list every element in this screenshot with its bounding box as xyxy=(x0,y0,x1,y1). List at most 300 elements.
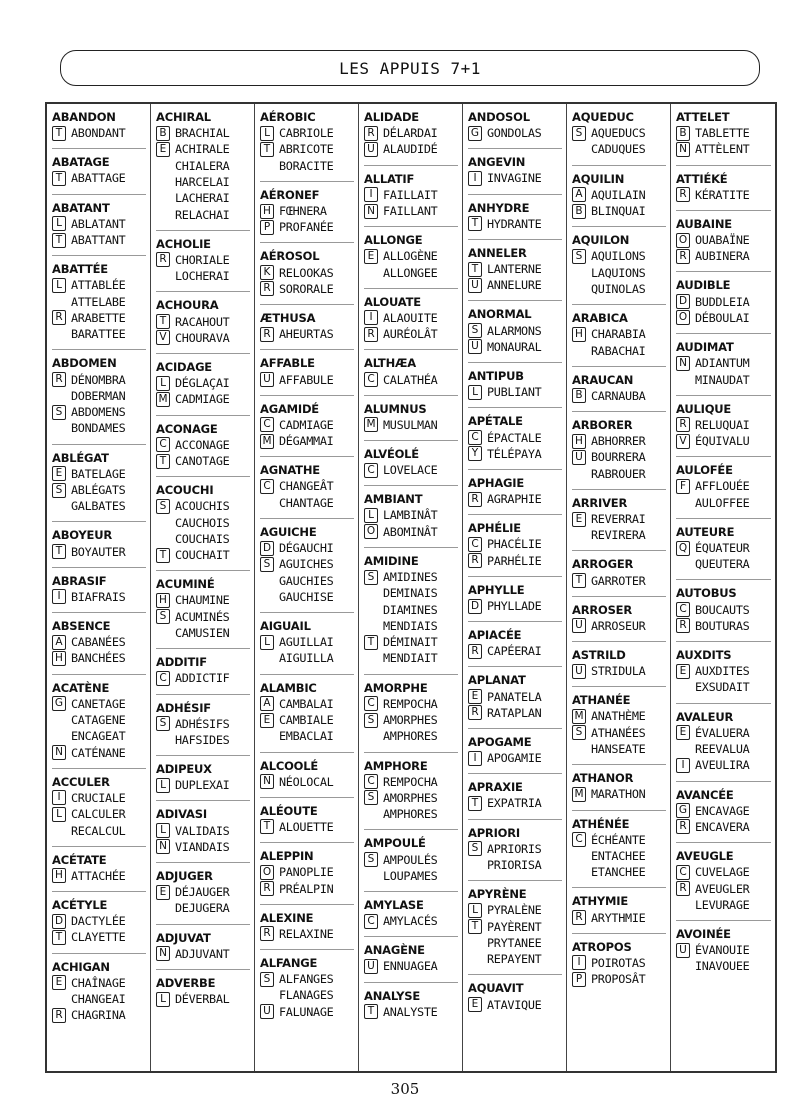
entry xyxy=(52,960,146,1031)
entry xyxy=(468,369,562,408)
entry xyxy=(572,771,666,810)
entry xyxy=(364,402,458,441)
anagram-line xyxy=(260,203,354,219)
anagram-line xyxy=(676,880,771,896)
letter-key: L xyxy=(156,992,170,1007)
entry xyxy=(260,619,354,675)
anagram-line xyxy=(156,625,250,641)
anagram-word: PRIORISA xyxy=(487,858,542,873)
anagram-line xyxy=(52,277,146,293)
letter-key: U xyxy=(260,372,274,387)
anagram-word: AGUICHES xyxy=(279,557,334,572)
anagram-word: DÉJAUGER xyxy=(175,885,230,900)
anagram-word: CALCULER xyxy=(71,807,126,822)
anagram-word: ATAVIQUE xyxy=(487,997,542,1012)
headword: ALLATIF xyxy=(364,171,415,186)
headword: ATTELET xyxy=(676,110,730,124)
anagram-line xyxy=(676,618,771,634)
headword: ANTIPUB xyxy=(468,369,524,384)
letter-key: R xyxy=(52,310,66,325)
letter-key: D xyxy=(52,914,66,929)
letter-key: T xyxy=(52,126,66,141)
anagram-line xyxy=(260,556,354,572)
anagram-word: APOGAMIE xyxy=(487,751,542,766)
letter-key: T xyxy=(52,544,66,559)
letter-key: C xyxy=(156,671,170,686)
anagram-word: SORORALE xyxy=(279,281,334,296)
anagram-word: DACTYLÉE xyxy=(71,914,126,929)
anagram-line xyxy=(364,462,458,478)
letter-key: B xyxy=(156,126,170,141)
entry xyxy=(468,981,562,1019)
anagram-word: ÉPACTALE xyxy=(487,430,542,445)
anagram-line xyxy=(156,498,250,514)
anagram-line xyxy=(260,433,354,449)
anagram-word: ACHIRALE xyxy=(175,142,230,157)
anagram-word: ABRICOTE xyxy=(279,142,334,157)
anagram-word: BRACHIAL xyxy=(175,126,230,141)
letter-key: L xyxy=(468,385,482,400)
anagram-word: ABDOMENS xyxy=(71,405,126,420)
entry xyxy=(260,249,354,305)
anagram-line xyxy=(572,125,666,141)
anagram-line xyxy=(572,527,666,543)
entry xyxy=(468,521,562,577)
entry xyxy=(468,476,562,515)
anagram-word: BORACITE xyxy=(279,158,334,173)
anagram-line xyxy=(364,310,458,326)
entry xyxy=(676,586,771,642)
entry xyxy=(156,298,250,354)
entry xyxy=(572,894,666,933)
anagram-word: CHARABIA xyxy=(591,327,646,342)
entry xyxy=(364,356,458,395)
letter-key: H xyxy=(52,868,66,883)
anagram-word: QUINOLAS xyxy=(591,281,646,296)
anagram-word: ABATTANT xyxy=(71,233,126,248)
anagram-line xyxy=(260,712,354,728)
anagram-line xyxy=(364,618,458,634)
letter-key: U xyxy=(260,1004,274,1019)
headword: ARBORER xyxy=(572,417,633,432)
anagram-line xyxy=(676,897,771,913)
entry xyxy=(260,525,354,613)
entry xyxy=(260,911,354,950)
headword: ADIVASI xyxy=(156,807,207,822)
letter-key: L xyxy=(156,778,170,793)
headword: ANGEVIN xyxy=(468,155,526,170)
letter-key: P xyxy=(260,220,274,235)
headword: AMYLASE xyxy=(364,898,424,913)
entry xyxy=(364,233,458,289)
letter-key: C xyxy=(260,479,274,494)
entry xyxy=(572,648,666,687)
letter-key: I xyxy=(572,955,586,970)
anagram-line xyxy=(364,585,458,601)
anagram-word: CADUQUES xyxy=(591,142,646,157)
anagram-line xyxy=(260,987,354,1003)
anagram-line xyxy=(156,391,250,407)
anagram-word: ALLONGEE xyxy=(383,265,438,280)
entry xyxy=(260,463,354,519)
headword: ACUMINÉ xyxy=(156,577,215,592)
anagram-line xyxy=(52,1007,146,1023)
headword: AMORPHE xyxy=(364,680,428,695)
entry xyxy=(468,307,562,363)
anagram-word: AMPOULÉS xyxy=(383,852,438,867)
headword: ALFANGE xyxy=(260,956,318,971)
anagram-word: REMPOCHA xyxy=(383,774,438,789)
headword: AQUILIN xyxy=(572,171,625,186)
anagram-line xyxy=(52,232,146,248)
anagram-line xyxy=(260,495,354,511)
anagram-line xyxy=(156,732,250,748)
letter-key: L xyxy=(52,216,66,231)
anagram-line xyxy=(572,955,666,971)
entry xyxy=(52,574,146,613)
headword: ABANDON xyxy=(52,110,116,124)
anagram-line xyxy=(260,264,354,280)
letter-key: L xyxy=(156,823,170,838)
letter-key: S xyxy=(572,249,586,264)
headword: ACOUCHI xyxy=(156,483,214,498)
headword: APHYLLE xyxy=(468,582,525,597)
headword: APHÉLIE xyxy=(468,521,521,536)
anagram-word: LANTERNE xyxy=(487,262,542,277)
letter-key: E xyxy=(52,466,66,481)
anagram-line xyxy=(260,864,354,880)
entry xyxy=(52,451,146,523)
anagram-line xyxy=(676,232,771,248)
letter-key: T xyxy=(468,216,482,231)
entry xyxy=(468,110,562,149)
column xyxy=(47,104,151,1071)
letter-key: I xyxy=(364,187,378,202)
anagram-word: CADMIAGE xyxy=(175,392,230,407)
entry xyxy=(572,603,666,642)
anagram-word: ABONDANT xyxy=(71,126,126,141)
anagram-line xyxy=(468,216,562,232)
headword: ATHÉNÉE xyxy=(572,816,630,831)
letter-key: L xyxy=(260,126,274,141)
anagram-line xyxy=(260,478,354,494)
letter-key: S xyxy=(260,557,274,572)
anagram-line xyxy=(468,935,562,951)
headword: AFFABLE xyxy=(260,356,315,371)
headword: AUBAINE xyxy=(676,216,732,231)
anagram-line xyxy=(260,880,354,896)
anagram-word: RACAHOUT xyxy=(175,314,230,329)
letter-key: N xyxy=(676,356,690,371)
anagram-line xyxy=(364,569,458,585)
entry xyxy=(156,701,250,757)
anagram-word: DIAMINES xyxy=(383,602,438,617)
entry xyxy=(260,110,354,182)
anagram-line xyxy=(572,326,666,342)
headword: AULOFÉE xyxy=(676,463,733,478)
anagram-word: COUCHAIT xyxy=(175,548,230,563)
headword: AÉROSOL xyxy=(260,249,320,264)
anagram-word: CHANGEÂT xyxy=(279,479,334,494)
anagram-line xyxy=(468,996,562,1012)
entry xyxy=(572,496,666,552)
anagram-word: ARROSEUR xyxy=(591,618,646,633)
anagram-line xyxy=(260,696,354,712)
letter-key: R xyxy=(676,881,690,896)
letter-key: N xyxy=(260,774,274,789)
letter-key: T xyxy=(260,142,274,157)
anagram-word: DUPLEXAI xyxy=(175,778,230,793)
headword: ALEPPIN xyxy=(260,849,314,864)
headword: ADVERBE xyxy=(156,975,216,990)
anagram-word: ALAOUITE xyxy=(383,310,438,325)
anagram-word: CUVELAGE xyxy=(695,865,750,880)
anagram-line xyxy=(676,663,771,679)
headword: ATHANOR xyxy=(572,771,634,786)
anagram-word: ALAUDIDÉ xyxy=(383,142,438,157)
anagram-word: PHYLLADE xyxy=(487,599,542,613)
letter-key: A xyxy=(52,635,66,650)
headword: ALAMBIC xyxy=(260,680,317,695)
anagram-word: ATHANÉES xyxy=(591,725,646,740)
letter-key: E xyxy=(52,975,66,990)
letter-key: T xyxy=(468,919,482,934)
letter-key: O xyxy=(364,524,378,539)
entry xyxy=(572,311,666,367)
anagram-line xyxy=(364,507,458,523)
anagram-word: COUCHAIS xyxy=(175,531,230,546)
anagram-word: ETANCHEE xyxy=(591,865,646,880)
letter-key: V xyxy=(156,330,170,345)
entry xyxy=(676,340,771,396)
anagram-line xyxy=(260,634,354,650)
entry xyxy=(676,172,771,211)
headword: AQUILON xyxy=(572,233,630,248)
anagram-line xyxy=(156,822,250,838)
anagram-word: BUDDLEIA xyxy=(695,294,750,309)
entry xyxy=(52,619,146,675)
headword: AVANCÉE xyxy=(676,787,734,802)
headword: ABATAGE xyxy=(52,155,110,170)
anagram-line xyxy=(156,252,250,268)
letter-key: T xyxy=(52,233,66,248)
anagram-line xyxy=(676,601,771,617)
letter-key: G xyxy=(676,803,690,818)
letter-key: U xyxy=(468,339,482,354)
anagram-word: LACHERAI xyxy=(175,191,230,206)
word-grid xyxy=(45,102,777,1073)
anagram-word: BONDAMES xyxy=(71,421,126,436)
letter-key: T xyxy=(52,930,66,945)
headword: ALEXINE xyxy=(260,910,314,925)
anagram-line xyxy=(52,498,146,514)
letter-key: A xyxy=(260,696,274,711)
entry xyxy=(156,976,250,1014)
anagram-line xyxy=(468,705,562,721)
entry xyxy=(364,172,458,228)
anagram-word: RABACHAI xyxy=(591,343,646,358)
headword: ADIPEUX xyxy=(156,762,212,777)
anagram-word: CABRIOLE xyxy=(279,126,334,141)
column xyxy=(359,104,463,1071)
anagram-line xyxy=(364,1004,458,1020)
letter-key: C xyxy=(468,537,482,552)
anagram-word: PARHÉLIE xyxy=(487,553,542,568)
anagram-line xyxy=(676,478,771,494)
entry xyxy=(156,762,250,801)
anagram-line xyxy=(156,991,250,1007)
anagram-word: ALFANGES xyxy=(279,972,334,987)
letter-key: F xyxy=(676,479,690,494)
anagram-line xyxy=(156,330,250,346)
anagram-line xyxy=(572,832,666,848)
headword: ANORMAL xyxy=(468,307,532,322)
anagram-word: AIGUILLA xyxy=(279,651,334,666)
anagram-line xyxy=(572,786,666,802)
anagram-word: AMORPHES xyxy=(383,713,438,728)
entry xyxy=(52,775,146,847)
entry xyxy=(676,849,771,921)
anagram-word: ADDICTIF xyxy=(175,671,230,686)
anagram-line xyxy=(260,371,354,387)
anagram-word: GAUCHIES xyxy=(279,573,334,588)
anagram-word: ATTELABE xyxy=(71,294,126,309)
anagram-line xyxy=(676,679,771,695)
anagram-word: FAILLANT xyxy=(383,204,438,219)
anagram-line xyxy=(676,495,771,511)
letter-key: C xyxy=(572,832,586,847)
entry xyxy=(52,262,146,350)
anagram-line xyxy=(260,326,354,342)
entry xyxy=(156,807,250,863)
anagram-line xyxy=(260,417,354,433)
anagram-word: LOUPAMES xyxy=(383,868,438,883)
letter-key: T xyxy=(156,548,170,563)
anagram-word: NÉOLOCAL xyxy=(279,774,334,789)
letter-key: T xyxy=(364,635,378,650)
anagram-line xyxy=(468,277,562,293)
letter-key: R xyxy=(676,417,690,432)
anagram-line xyxy=(676,540,771,556)
headword: ARAUCAN xyxy=(572,372,634,387)
anagram-line xyxy=(572,741,666,757)
anagram-word: ANATHÈME xyxy=(591,709,646,724)
headword: ABLÉGAT xyxy=(52,450,109,465)
anagram-line xyxy=(572,572,666,588)
anagram-line xyxy=(676,293,771,309)
column xyxy=(255,104,359,1071)
anagram-word: DÉVERBAL xyxy=(175,992,230,1007)
anagram-word: CLAYETTE xyxy=(71,930,126,945)
letter-key: R xyxy=(468,705,482,720)
anagram-line xyxy=(156,716,250,732)
anagram-line xyxy=(572,971,666,987)
anagram-word: ABATTAGE xyxy=(71,171,126,186)
headword: ABRASIF xyxy=(52,573,107,588)
letter-key: E xyxy=(572,512,586,527)
entry xyxy=(260,681,354,753)
anagram-word: ADIANTUM xyxy=(695,356,750,371)
letter-key: R xyxy=(364,327,378,342)
entry xyxy=(364,943,458,982)
anagram-line xyxy=(52,991,146,1007)
anagram-word: ADJUVANT xyxy=(175,946,230,961)
letter-key: S xyxy=(364,713,378,728)
anagram-line xyxy=(52,482,146,498)
headword: AUDIBLE xyxy=(676,278,731,293)
anagram-line xyxy=(468,491,562,507)
anagram-word: AULOFFEE xyxy=(695,495,750,510)
anagram-line xyxy=(156,900,250,916)
anagram-word: GALBATES xyxy=(71,499,126,514)
anagram-line xyxy=(156,453,250,469)
headword: ACHOLIE xyxy=(156,236,211,251)
page-title: LES APPUIS 7+1 xyxy=(339,58,481,78)
letter-key: R xyxy=(52,1008,66,1023)
column xyxy=(463,104,567,1071)
anagram-word: ÉQUATEUR xyxy=(695,541,750,555)
anagram-line xyxy=(572,708,666,724)
anagram-word: BANCHÉES xyxy=(71,651,126,666)
anagram-word: ATTABLÉE xyxy=(71,278,126,293)
anagram-word: EXSUDAIT xyxy=(695,680,750,695)
anagram-line xyxy=(260,819,354,835)
anagram-line xyxy=(156,437,250,453)
headword: AUDIMAT xyxy=(676,340,734,355)
anagram-line xyxy=(468,857,562,873)
anagram-line xyxy=(572,248,666,264)
anagram-word: MONAURAL xyxy=(487,339,542,354)
anagram-line xyxy=(156,158,250,174)
anagram-word: ABOMINÂT xyxy=(383,524,438,539)
letter-key: H xyxy=(572,327,586,342)
anagram-line xyxy=(572,388,666,404)
anagram-word: PYRALÈNE xyxy=(487,903,542,918)
anagram-word: AURÉOLÂT xyxy=(383,327,438,342)
entry xyxy=(364,836,458,892)
headword: AVOINÉE xyxy=(676,927,731,942)
anagram-word: AMPHORES xyxy=(383,729,438,744)
anagram-word: CHOURAVA xyxy=(175,330,230,345)
letter-key: N xyxy=(52,745,66,760)
entry xyxy=(364,759,458,831)
anagram-word: CALATHÉA xyxy=(383,372,438,387)
anagram-word: CAMBALAI xyxy=(279,696,334,711)
anagram-word: TÉLÉPAYA xyxy=(487,446,542,461)
anagram-line xyxy=(364,868,458,884)
anagram-line xyxy=(260,141,354,157)
anagram-word: DÉBOULAI xyxy=(695,310,750,325)
anagram-line xyxy=(260,589,354,605)
anagram-word: REEVALUA xyxy=(695,742,750,757)
anagram-word: AGUILLAI xyxy=(279,635,334,650)
letter-key: C xyxy=(364,914,378,929)
anagram-word: OUABAÏNE xyxy=(695,233,750,248)
headword: ALUMNUS xyxy=(364,401,427,416)
anagram-line xyxy=(572,342,666,358)
anagram-line xyxy=(468,261,562,277)
entry xyxy=(468,780,562,819)
letter-key: C xyxy=(364,372,378,387)
anagram-word: QUEUTERA xyxy=(695,557,750,572)
headword: ABATTÉE xyxy=(52,262,108,277)
anagram-word: PANOPLIE xyxy=(279,865,334,880)
anagram-line xyxy=(260,572,354,588)
entry xyxy=(676,278,771,334)
entry xyxy=(676,525,771,581)
entry xyxy=(364,492,458,548)
letter-key: H xyxy=(260,204,274,219)
